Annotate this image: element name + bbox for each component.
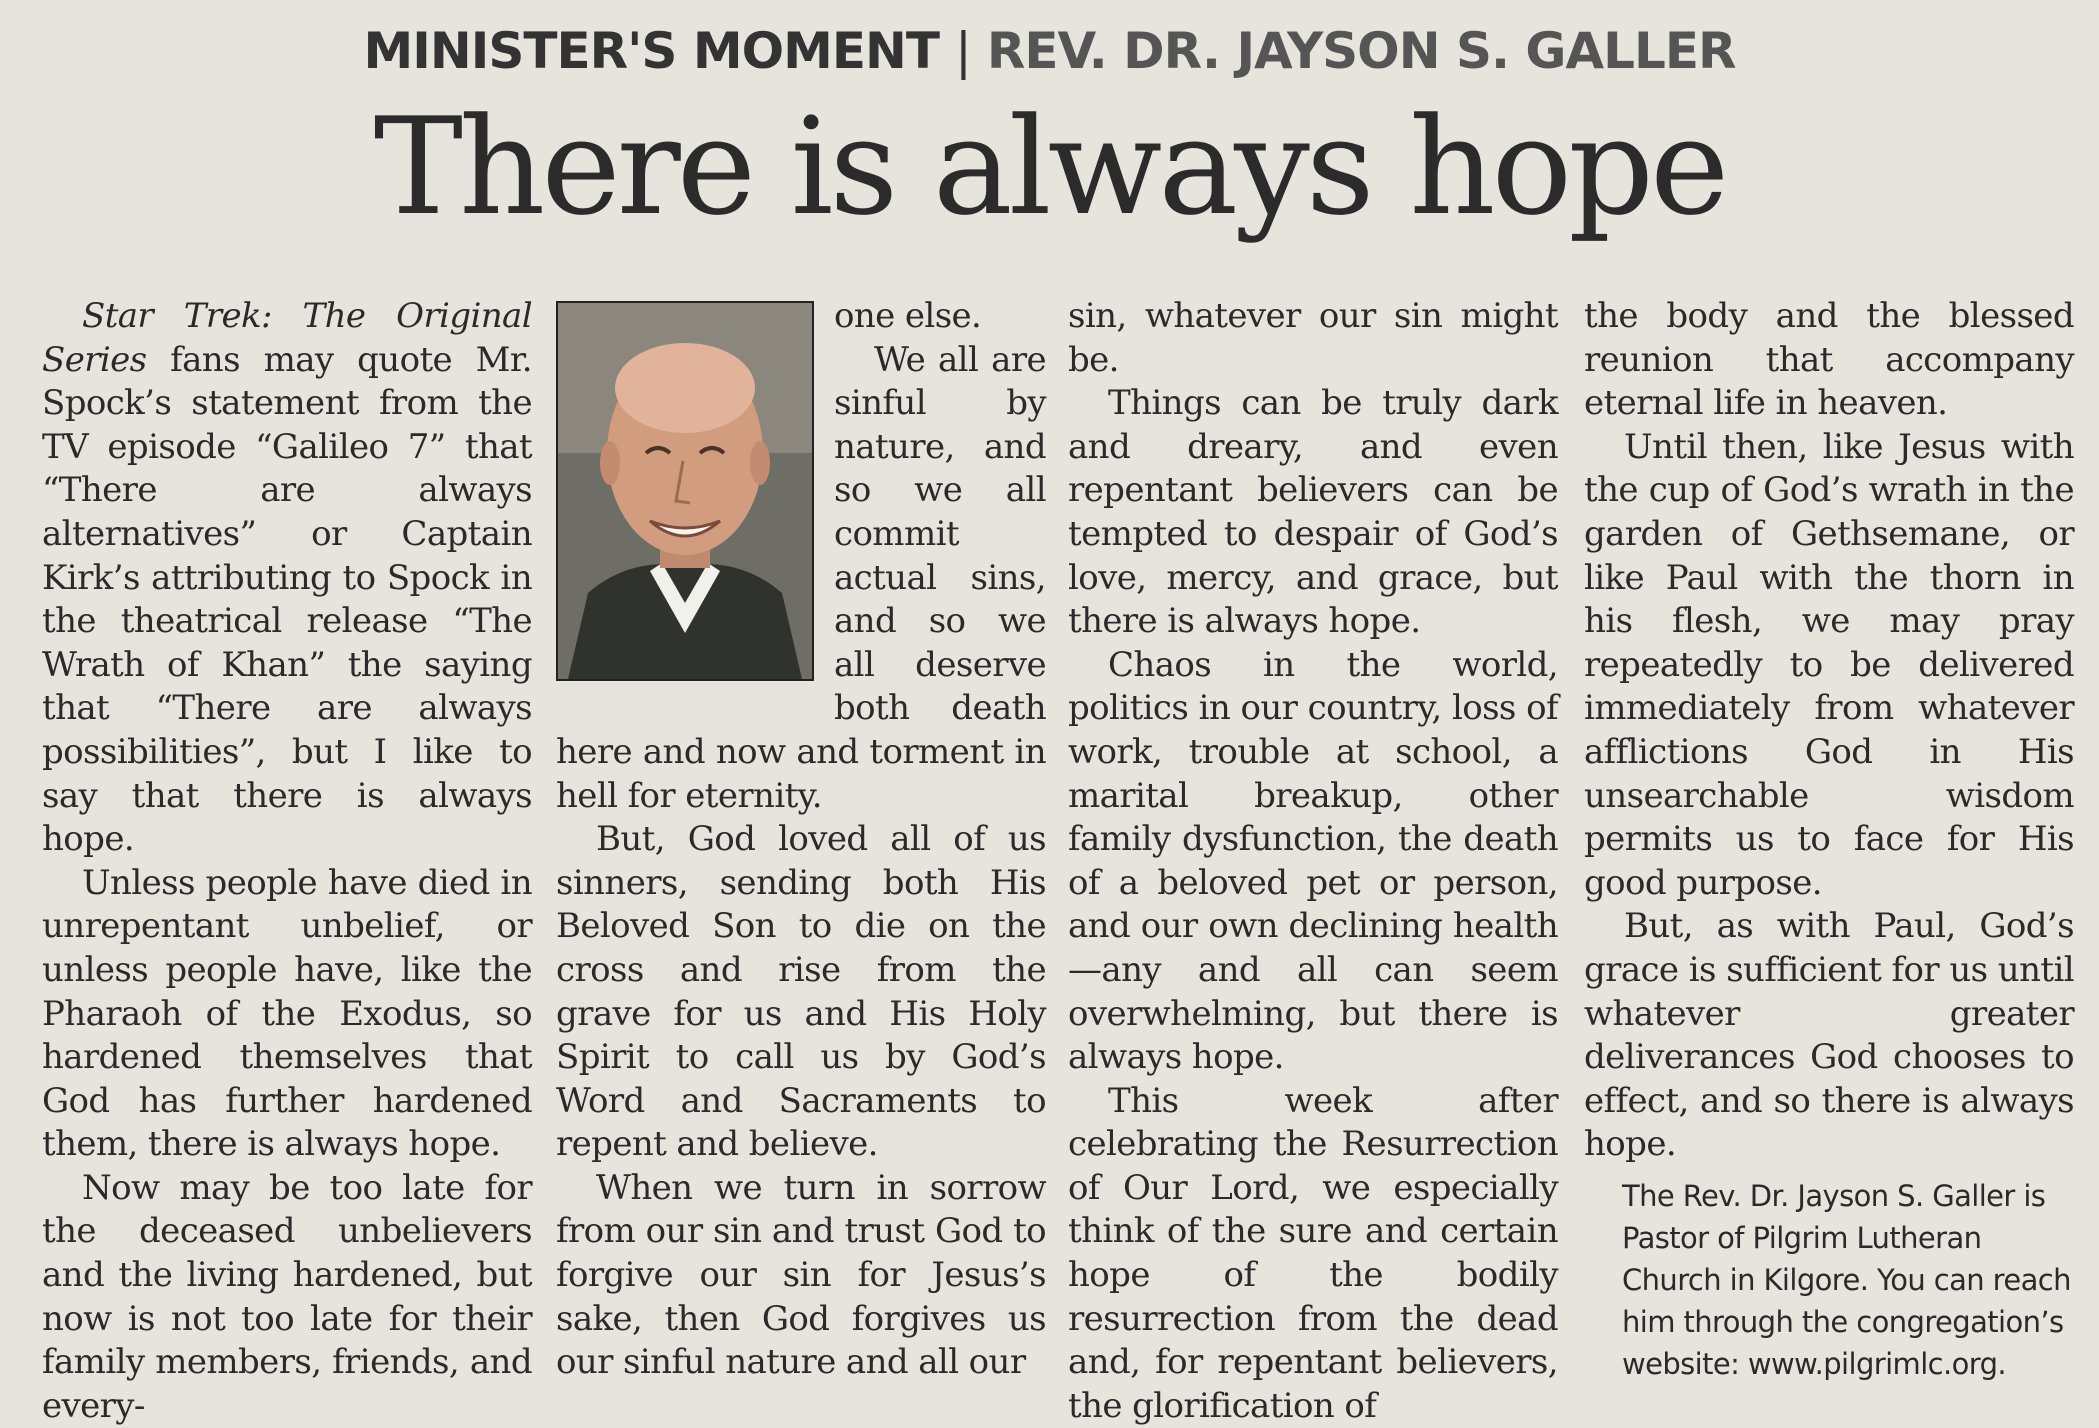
column-1 bbox=[42, 295, 532, 1428]
paragraph-1-text: fans may quote Mr. Spock’s statement from the TV episode “Galileo 7” that “There are always alternatives” or Captain Kirk’s attributing to Spock in the theatrical release “The Wrath of Khan” the saying that “There are always possibilities”, but I like to say that there is always hope. bbox=[42, 339, 532, 860]
author-photo bbox=[556, 301, 814, 681]
author-bio: The Rev. Dr. Jayson S. Galler is Pastor of Pilgrim Lutheran Church in Kilgore. You can reach him through the congregation’s website: www.pilgrimlc.org. bbox=[1622, 1178, 2071, 1381]
paragraph-6: When we turn in sorrow from our sin and trust God to forgive our sin for Jesus’s sake, then God forgives us our sinful nature and all our bbox=[556, 1167, 1046, 1383]
column-4 bbox=[1584, 295, 2074, 1385]
paragraph-8: Chaos in the world, politics in our country, loss of work, trouble at school, a marital breakup, other family dysfunction, the death of a beloved pet or person, and our own declining health—any and all can seem overwhelming, but there is always hope. bbox=[1068, 644, 1558, 1078]
column-2 bbox=[556, 295, 1046, 1385]
paragraph-9: This week after celebrating the Resurrection of Our Lord, we especially think of the sure and certain hope of the bodily resurrection from the dead and, for repentant believers, the glorification of bbox=[1068, 1080, 1558, 1426]
paragraph-10: Until then, like Jesus with the cup of God’s wrath in the garden of Gethsemane, or like Paul with the thorn in his flesh, we may pray repeatedly to be delivered immediately from whatever afflictions God in His unsearchable wisdom permits us to face for His good purpose. bbox=[1584, 426, 2074, 903]
section-label: MINISTER'S MOMENT bbox=[363, 22, 939, 80]
paragraph-11: But, as with Paul, God’s grace is sufficient for us until whatever greater deliverances God chooses to effect, and so there is always hope. bbox=[1584, 906, 2074, 1165]
paragraph-4: We all are sinful by nature, and so we all commit actual sins, and so we all deserve both death here and now and torment in hell for eternity. bbox=[556, 339, 1046, 816]
paragraph-3-continued: one else. bbox=[834, 296, 982, 336]
author-byline: REV. DR. JAYSON S. GALLER bbox=[986, 22, 1736, 80]
paragraph-2: Unless people have died in unrepentant unbelief, or unless people have, like the Pharaoh of the Exodus, so hardened themselves that God has further hardened them, there is always hope. bbox=[42, 862, 532, 1165]
kicker-separator: | bbox=[954, 22, 971, 80]
paragraph-9-continued: the body and the blessed reunion that accompany eternal life in heaven. bbox=[1584, 296, 2074, 424]
paragraph-6-continued: sin, whatever our sin might be. bbox=[1068, 296, 1558, 380]
section-kicker bbox=[0, 22, 2099, 80]
paragraph-5: But, God loved all of us sinners, sending both His Beloved Son to die on the cross and rise from the grave for us and His Holy Spirit to call us by God’s Word and Sacraments to repent and believe. bbox=[556, 819, 1046, 1165]
headline: There is always hope bbox=[373, 89, 1726, 245]
show-title: Star Trek: The Original Series bbox=[42, 296, 532, 380]
paragraph-1 bbox=[42, 295, 532, 862]
paragraph-3: Now may be too late for the deceased unbelievers and the living hardened, but now is not too late for their family members, friends, and every- bbox=[42, 1167, 532, 1426]
portrait-illustration bbox=[558, 303, 812, 679]
column-3 bbox=[1068, 295, 1558, 1428]
paragraph-7: Things can be truly dark and dreary, and even repentant believers can be tempted to despair of God’s love, mercy, and grace, but there is always hope. bbox=[1068, 383, 1558, 642]
